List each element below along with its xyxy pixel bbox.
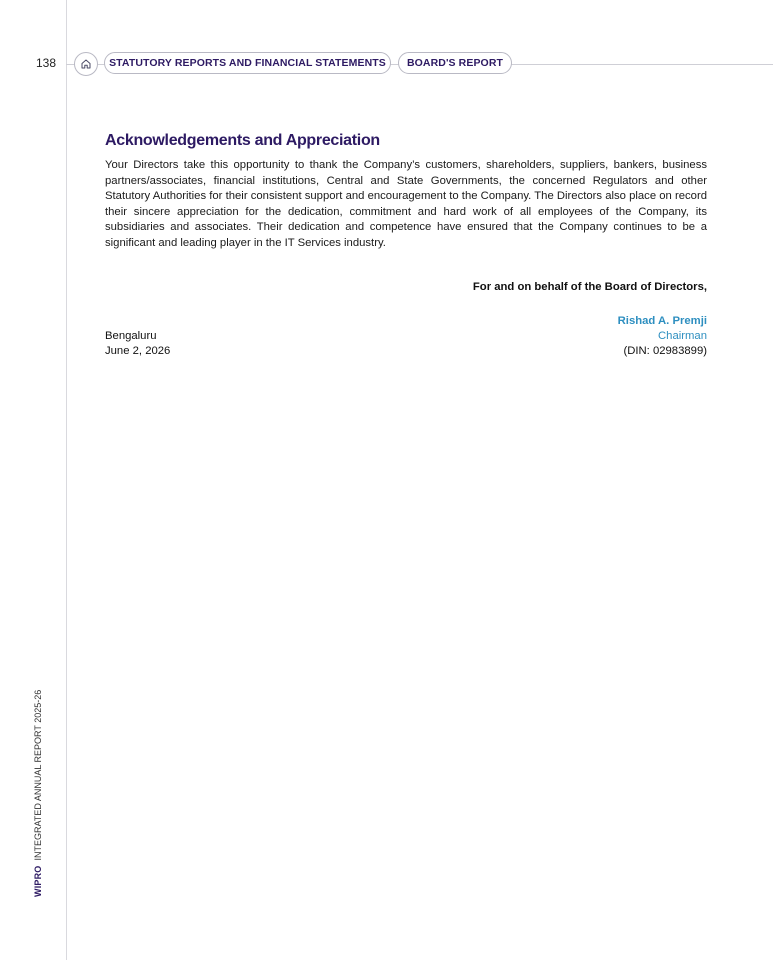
sidebar-divider <box>66 0 67 960</box>
signoff-text: For and on behalf of the Board of Directors, <box>472 281 707 293</box>
section-heading: Acknowledgements and Appreciation <box>105 132 380 149</box>
signing-place: Bengaluru <box>105 330 157 342</box>
page-number: 138 <box>36 56 57 70</box>
signatory-din: (DIN: 02983899) <box>623 345 707 357</box>
main-content <box>105 132 707 252</box>
brand-logo: WIPRO <box>33 865 43 897</box>
acknowledgement-paragraph: Your Directors take this opportunity to thank the Company’s customers, shareholders, suppliers, bankers, business partners/associates, financial institutions, Central and State Governments, the concerned Regulators and other Statutory Authorities for their consistent support and encouragement to the Company. The Directors also place on record their sincere appreciation for the dedication, commitment and hard work of all employees of the Company, its subsidiaries and associates. Their dedication and competence have ensured that the Company continues to be a significant and leading player in the IT Services industry. <box>105 159 707 249</box>
signing-date: June 2, 2026 <box>105 345 171 357</box>
signatory-name: Rishad A. Premji <box>617 315 707 327</box>
report-title: INTEGRATED ANNUAL REPORT 2025-26 <box>33 689 43 861</box>
signatory-title: Chairman <box>658 330 707 342</box>
home-button[interactable] <box>74 52 98 76</box>
home-icon <box>80 58 92 70</box>
report-footer <box>33 690 43 897</box>
breadcrumb-statutory-reports[interactable]: STATUTORY REPORTS AND FINANCIAL STATEMENTS <box>104 52 391 74</box>
breadcrumb-boards-report[interactable]: BOARD'S REPORT <box>398 52 512 74</box>
